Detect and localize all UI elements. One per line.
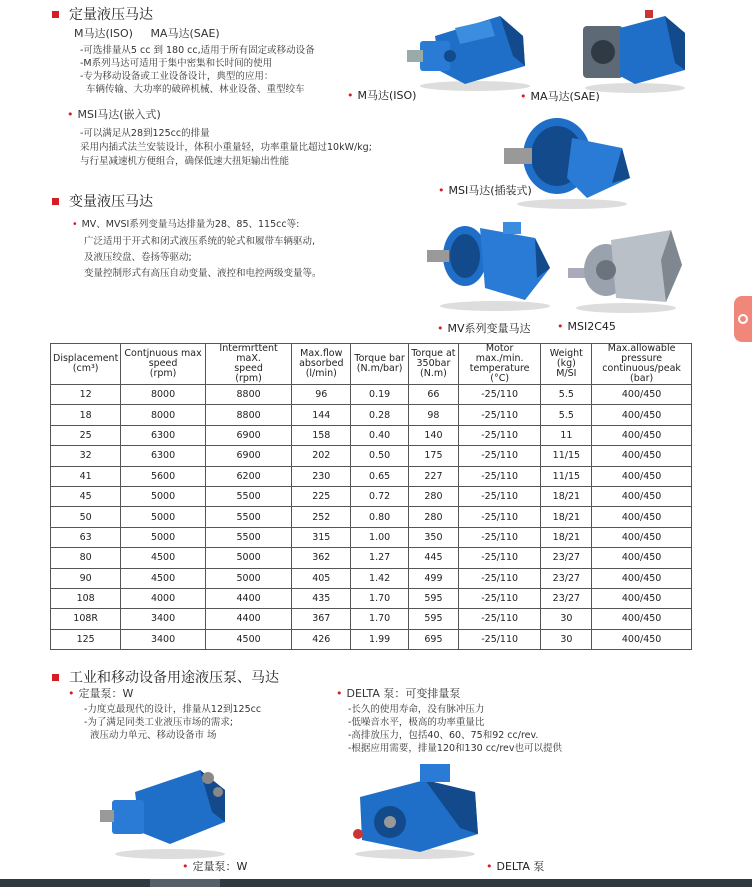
header-line: Displacement: [53, 353, 119, 364]
red-square-icon: [52, 11, 59, 18]
table-cell: 8800: [205, 385, 292, 405]
header-line: absorbed: [299, 358, 344, 369]
header-line: (cm³): [72, 363, 99, 374]
header-line: (kg): [556, 358, 576, 369]
table-cell: 8800: [205, 405, 292, 425]
table-cell: 5500: [205, 507, 292, 527]
fixed-line: -M系列马达可适用于集中密集和长时间的使用: [80, 58, 273, 69]
table-row: [51, 405, 692, 425]
msi-line: 采用内插式法兰安装设计，体积小重量轻，功率重量比超过10kW/kg;: [80, 142, 372, 153]
table-cell: 4400: [205, 588, 292, 608]
delta-pump-image: [340, 762, 490, 860]
table-cell: -25/110: [458, 425, 541, 445]
table-body: [51, 385, 692, 650]
table-cell: -25/110: [458, 527, 541, 547]
table-cell: 23/27: [541, 588, 592, 608]
table-cell: 11/15: [541, 466, 592, 486]
header-line: M/SI: [556, 368, 577, 379]
delta-pump-line: -长久的使用寿命，没有脉冲压力: [348, 704, 485, 715]
table-cell: -25/110: [458, 405, 541, 425]
table-cell: 6200: [205, 466, 292, 486]
table-cell: 367: [292, 609, 351, 629]
table-cell: 18/21: [541, 486, 592, 506]
table-cell: 400/450: [592, 507, 692, 527]
table-cell: 8000: [121, 405, 206, 425]
table-cell: 108: [51, 588, 121, 608]
table-header-cell: [458, 344, 541, 385]
table-cell: 400/450: [592, 486, 692, 506]
header-line: Torque at: [411, 348, 456, 359]
table-cell: 0.65: [351, 466, 409, 486]
table-cell: 50: [51, 507, 121, 527]
table-cell: 30: [541, 629, 592, 649]
table-cell: 362: [292, 548, 351, 568]
table-cell: 5500: [205, 486, 292, 506]
table-cell: 3400: [121, 629, 206, 649]
bullet-dot-icon: •: [68, 687, 75, 700]
header-line: (rpm): [149, 368, 177, 379]
section-title-industrial: [52, 667, 279, 687]
table-row: [51, 425, 692, 445]
table-cell: 230: [292, 466, 351, 486]
fixed-pump-line: 液压动力单元、移动设备市 场: [90, 730, 217, 741]
caption-delta-pump: • DELTA 泵: [486, 860, 545, 873]
table-cell: -25/110: [458, 385, 541, 405]
header-line: Contjnuous max: [124, 348, 202, 359]
table-row: [51, 588, 692, 608]
header-line: (N.m): [420, 368, 447, 379]
table-header-cell: [51, 344, 121, 385]
bottom-scroll-bar: [0, 879, 752, 887]
variable-line: 变量控制形式有高压自动变量、液控和电控两级变量等。: [84, 268, 322, 279]
table-cell: -25/110: [458, 609, 541, 629]
fixed-line: -可选排量从5 cc 到 180 cc,适用于所有固定或移动设备: [80, 45, 315, 56]
ma-sae-motor-image: [575, 8, 693, 94]
header-line: (N.m/bar): [356, 363, 403, 374]
table-cell: -25/110: [458, 507, 541, 527]
table-cell: 5000: [205, 568, 292, 588]
caption-msi-plugin: • MSI马达(插装式): [438, 184, 532, 197]
table-cell: -25/110: [458, 629, 541, 649]
table-cell: 140: [409, 425, 459, 445]
table-row: [51, 507, 692, 527]
table-cell: 8000: [121, 385, 206, 405]
delta-pump-title: • DELTA 泵：可变排量泵: [336, 687, 461, 700]
table-header-cell: [592, 344, 692, 385]
msi-line: -可以满足从28到125cc的排量: [80, 128, 210, 139]
table-cell: 158: [292, 425, 351, 445]
table-cell: 252: [292, 507, 351, 527]
table-cell: -25/110: [458, 568, 541, 588]
table-cell: 0.28: [351, 405, 409, 425]
table-row: [51, 548, 692, 568]
delta-pump-line: -根据应用需要，排量120和130 cc/rev也可以提供: [348, 743, 563, 754]
table-cell: 0.80: [351, 507, 409, 527]
header-line: speed: [234, 363, 263, 374]
table-row: [51, 446, 692, 466]
fixed-pump-line: -为了满足同类工业液压市场的需求;: [84, 717, 234, 728]
section-title-text: 工业和移动设备用途液压泵、马达: [69, 670, 279, 686]
fixed-line: 车辆传输、大功率的破碎机械、林业设备、重型绞车: [86, 84, 305, 95]
table-cell: 23/27: [541, 548, 592, 568]
caption-fixed-pump: • 定量泵：W: [182, 860, 248, 873]
table-cell: 63: [51, 527, 121, 547]
table-cell: 18/21: [541, 527, 592, 547]
table-cell: 12: [51, 385, 121, 405]
table-cell: -25/110: [458, 548, 541, 568]
table-cell: 11/15: [541, 446, 592, 466]
table-cell: 350: [409, 527, 459, 547]
table-cell: 400/450: [592, 568, 692, 588]
table-row: [51, 527, 692, 547]
red-square-icon: [52, 198, 59, 205]
caption-msi2c45: • MSI2C45: [557, 320, 616, 333]
table-cell: 400/450: [592, 609, 692, 629]
table-cell: 225: [292, 486, 351, 506]
table-cell: 6300: [121, 425, 206, 445]
table-cell: 6900: [205, 446, 292, 466]
table-cell: 4500: [121, 548, 206, 568]
caption-ma-sae: • MA马达(SAE): [520, 90, 600, 103]
table-cell: 405: [292, 568, 351, 588]
delta-pump-line: -低噪音水平，极高的功率重量比: [348, 717, 485, 728]
table-cell: 202: [292, 446, 351, 466]
table-cell: 18: [51, 405, 121, 425]
table-cell: 0.19: [351, 385, 409, 405]
table-cell: 23/27: [541, 568, 592, 588]
table-cell: 11: [541, 425, 592, 445]
header-line: continuous/peak: [602, 363, 681, 374]
table-cell: 400/450: [592, 385, 692, 405]
table-row: [51, 609, 692, 629]
msi-line: 与行星减速机方便组合，确保低速大扭矩输出性能: [80, 156, 290, 167]
table-cell: 5600: [121, 466, 206, 486]
variable-line: 广泛适用于开式和闭式液压系统的轮式和履带车辆驱动,: [84, 236, 316, 247]
table-cell: 5000: [121, 507, 206, 527]
m-iso-motor-image: [405, 6, 535, 92]
table-cell: 5000: [205, 548, 292, 568]
fixed-pump-line: -力度克最现代的设计，排量从12到125cc: [84, 704, 262, 715]
table-cell: 1.00: [351, 527, 409, 547]
fixed-pump-title: • 定量泵：W: [68, 687, 134, 700]
table-cell: 400/450: [592, 405, 692, 425]
table-cell: 144: [292, 405, 351, 425]
table-cell: 1.70: [351, 588, 409, 608]
table-cell: 6900: [205, 425, 292, 445]
table-header-cell: [121, 344, 206, 385]
header-line: (l/min): [305, 368, 337, 379]
header-line: Torque bar: [354, 353, 405, 364]
table-cell: 98: [409, 405, 459, 425]
header-line: Max.flow: [300, 348, 343, 359]
table-cell: 45: [51, 486, 121, 506]
table-cell: 80: [51, 548, 121, 568]
table-cell: 280: [409, 486, 459, 506]
table-cell: -25/110: [458, 588, 541, 608]
table-cell: -25/110: [458, 446, 541, 466]
table-cell: 5000: [121, 527, 206, 547]
table-header-cell: [292, 344, 351, 385]
table-row: [51, 466, 692, 486]
spec-table: [50, 343, 692, 650]
table-cell: 400/450: [592, 466, 692, 486]
bullet-dot-icon: •: [336, 687, 343, 700]
table-cell: 400/450: [592, 425, 692, 445]
header-line: speed: [148, 358, 178, 369]
table-cell: 0.40: [351, 425, 409, 445]
table-cell: 0.50: [351, 446, 409, 466]
table-cell: 66: [409, 385, 459, 405]
table-cell: 5500: [205, 527, 292, 547]
table-cell: 426: [292, 629, 351, 649]
table-cell: 90: [51, 568, 121, 588]
section-title-variable-motor: [52, 191, 153, 211]
header-line: pressure: [621, 353, 663, 364]
table-cell: 400/450: [592, 446, 692, 466]
section-title-fixed-motor: [52, 4, 153, 24]
header-line: Max.allowable: [607, 343, 676, 354]
table-cell: 315: [292, 527, 351, 547]
table-cell: 445: [409, 548, 459, 568]
table-cell: 96: [292, 385, 351, 405]
caption-m-iso: • M马达(ISO): [347, 89, 417, 102]
table-cell: 227: [409, 466, 459, 486]
table-cell: 6300: [121, 446, 206, 466]
table-cell: 400/450: [592, 548, 692, 568]
table-cell: 0.72: [351, 486, 409, 506]
header-line: (rpm): [235, 373, 262, 384]
table-cell: 3400: [121, 609, 206, 629]
table-header-row: [51, 344, 692, 385]
header-line: Weight: [549, 348, 583, 359]
table-cell: 108R: [51, 609, 121, 629]
table-header-cell: [351, 344, 409, 385]
table-cell: 4000: [121, 588, 206, 608]
caption-mv-series: • MV系列变量马达: [437, 322, 531, 335]
table-cell: 595: [409, 609, 459, 629]
table-cell: 5000: [121, 486, 206, 506]
header-line: Intermrttent maX.: [219, 343, 278, 364]
red-square-icon: [52, 674, 59, 681]
msi2c45-motor-image: [566, 220, 686, 315]
chat-bubble-icon[interactable]: [734, 296, 752, 342]
variable-line: 及液压绞盘、卷扬等驱动;: [84, 252, 192, 263]
fixed-line: -专为移动设备或工业设备设计，典型的应用：: [80, 71, 274, 82]
scroll-thumb[interactable]: [150, 879, 220, 887]
table-cell: 4400: [205, 609, 292, 629]
table-header-cell: [409, 344, 459, 385]
header-line: 350bar: [416, 358, 451, 369]
table-cell: 1.99: [351, 629, 409, 649]
header-line: Motor max./min.: [475, 343, 524, 364]
mv-series-motor-image: [425, 208, 555, 313]
table-cell: 280: [409, 507, 459, 527]
header-line: temperature: [469, 363, 530, 374]
section-title-text: 变量液压马达: [69, 194, 153, 210]
bullet-dot-icon: •: [72, 219, 78, 230]
table-cell: 499: [409, 568, 459, 588]
table-cell: 595: [409, 588, 459, 608]
table-cell: -25/110: [458, 466, 541, 486]
table-row: [51, 385, 692, 405]
table-cell: 1.42: [351, 568, 409, 588]
table-cell: 18/21: [541, 507, 592, 527]
table-cell: 25: [51, 425, 121, 445]
table-cell: 41: [51, 466, 121, 486]
table-header-cell: [205, 344, 292, 385]
header-line: (bar): [630, 373, 654, 384]
table-cell: 400/450: [592, 629, 692, 649]
table-cell: -25/110: [458, 486, 541, 506]
table-row: [51, 629, 692, 649]
table-cell: 4500: [205, 629, 292, 649]
table-cell: 695: [409, 629, 459, 649]
header-line: (°C): [490, 373, 510, 384]
table-cell: 5.5: [541, 405, 592, 425]
table-cell: 30: [541, 609, 592, 629]
table-row: [51, 568, 692, 588]
table-cell: 1.70: [351, 609, 409, 629]
table-header-cell: [541, 344, 592, 385]
table-cell: 175: [409, 446, 459, 466]
delta-pump-line: -高排放压力，包括40、60、75和92 cc/rev.: [348, 730, 539, 741]
table-cell: 5.5: [541, 385, 592, 405]
table-cell: 4500: [121, 568, 206, 588]
table-cell: 32: [51, 446, 121, 466]
fixed-subtitle: M马达(ISO) MA马达(SAE): [74, 27, 220, 40]
table-cell: 1.27: [351, 548, 409, 568]
fixed-pump-image: [100, 762, 235, 860]
bullet-dot-icon: •: [67, 108, 74, 121]
section-title-text: 定量液压马达: [69, 7, 153, 23]
variable-lead: • MV、MVSI系列变量马达排量为28、85、115cc等:: [72, 219, 300, 230]
table-cell: 435: [292, 588, 351, 608]
table-cell: 400/450: [592, 527, 692, 547]
table-cell: 125: [51, 629, 121, 649]
msi-title: • MSI马达(嵌入式): [67, 108, 161, 121]
table-row: [51, 486, 692, 506]
table-cell: 400/450: [592, 588, 692, 608]
